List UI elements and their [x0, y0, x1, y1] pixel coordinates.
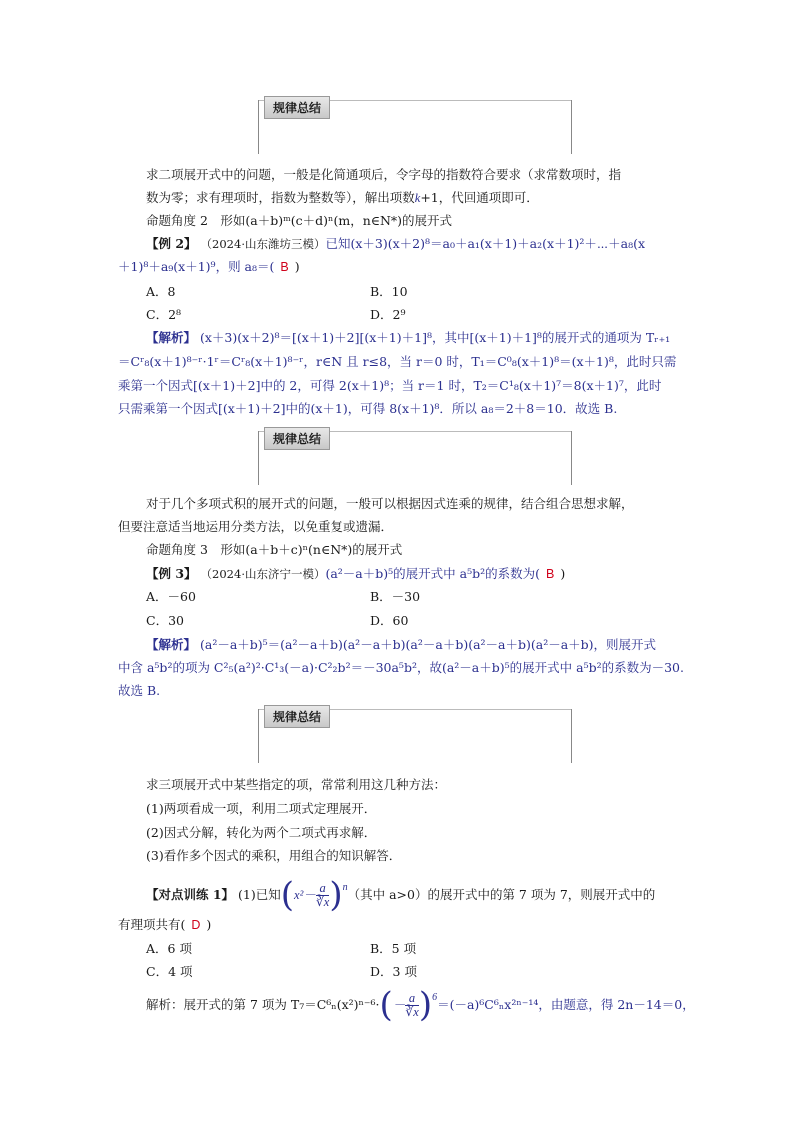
training-1-question-pre: (1)已知 [238, 887, 281, 902]
rule-summary-title: 规律总结 [264, 427, 330, 450]
example-2-label: 【例 2】 [146, 236, 197, 251]
example-2-source: （2024·山东潍坊三模） [200, 237, 326, 251]
solution-2-label: 【解析】 [146, 330, 197, 345]
rule-summary-box-2 [258, 431, 572, 485]
proposition-angle-2: 命题角度 2 形如(a＋b)ᵐ(c＋d)ⁿ(m，n∈N*)的展开式 [146, 213, 453, 228]
example-3-line-1 [146, 566, 565, 582]
fraction-numerator: a [405, 992, 419, 1006]
solution-2-line-2: ＝Cʳ₈(x＋1)⁸⁻ʳ·1ʳ＝Cʳ₈(x＋1)⁸⁻ʳ，r∈N 且 r≤8，当 r＝0 时，T₁＝C⁰₈(x＋1)⁸＝(x＋1)⁸，此时只需 [118, 354, 677, 369]
fraction-denominator: ∛x [315, 894, 330, 909]
solution-3-line-1 [146, 637, 656, 653]
training-1-answer: D [191, 918, 201, 932]
example-3-option-d: D．60 [370, 613, 409, 628]
example-3-answer: B [545, 567, 555, 581]
fraction [316, 882, 330, 909]
example-2-option-b: B．10 [370, 284, 408, 299]
training-1-option-b: B．5 项 [370, 941, 417, 956]
example-2-answer: B [280, 260, 289, 274]
training-1-option-d: D．3 项 [370, 964, 417, 979]
solution-2-line-1 [146, 330, 670, 346]
paren-close: ) [560, 566, 566, 581]
solution-2-line-3: 乘第一个因式[(x＋1)＋2]中的 2，可得 2(x＋1)⁸；当 r＝1 时，T₂＝C¹₈(x＋1)⁷＝8(x＋1)⁷，此时 [118, 378, 662, 393]
solution-2-line-4: 只需乘第一个因式[(x＋1)＋2]中的(x＋1)，可得 8(x＋1)⁸．所以 a₈＝2＋8＝10．故选 B. [118, 401, 618, 416]
example-3-option-b: B．－30 [370, 589, 421, 604]
example-2-option-d: D．2⁹ [370, 307, 406, 322]
summary-paragraph-3-line-1: 求三项展开式中某些指定的项，常常利用这几种方法： [146, 777, 447, 792]
training-solution-pre: 解析：展开式的第 7 项为 T₇＝C⁶ₙ(x²)ⁿ⁻⁶· [146, 997, 380, 1012]
fraction-numerator: a [316, 882, 330, 896]
example-3-label: 【例 3】 [146, 566, 197, 581]
summary-paragraph-2-line-2: 但要注意适当地运用分类方法，以免重复或遗漏． [118, 519, 394, 534]
summary-text-end: +1，代回通项即可． [420, 190, 539, 205]
right-paren-icon: ) [418, 985, 433, 1025]
example-3-source: （2024·山东济宁一模） [200, 567, 326, 581]
rule-summary-title: 规律总结 [264, 705, 330, 728]
example-2-line-2 [118, 259, 300, 275]
right-paren-icon: ) [329, 875, 343, 915]
proposition-angle-3: 命题角度 3 形如(a＋b＋c)ⁿ(n∈N*)的展开式 [146, 542, 403, 557]
solution-3-line-3: 故选 B. [118, 683, 161, 698]
example-3-option-a: A．－60 [146, 589, 196, 604]
training-solution-post: ＝(－a)⁶C⁶ₙx²ⁿ⁻¹⁴，由题意，得 2n－14＝0， [437, 997, 695, 1012]
example-2-question-cont: ＋1)⁸＋a₉(x＋1)⁹，则 a₈＝( [118, 259, 275, 274]
training-1-question-post: （其中 a>0）的展开式中的第 7 项为 7，则展开式中的 [347, 887, 656, 902]
minus-sign: － [392, 998, 406, 1012]
example-2-option-c: C．2⁸ [146, 307, 182, 322]
summary-text: 数为零；求有理项时，指数为整数等），解出项数 [146, 190, 415, 205]
rule-summary-box-1 [258, 100, 572, 154]
summary-paragraph-1-line-2 [146, 190, 539, 206]
exponent-6: 6 [432, 992, 438, 1003]
paren-close: ) [206, 917, 212, 932]
summary-paragraph-1-line-1: 求二项展开式中的问题，一般是化简通项后，令字母的指数符合要求（求常数项时，指 [146, 167, 622, 182]
example-3-option-c: C．30 [146, 613, 184, 628]
summary-paragraph-3-line-4: (3)看作多个因式的乘积，用组合的知识解答． [146, 848, 402, 863]
solution-2-text: (x＋3)(x＋2)⁸＝[(x＋1)＋2][(x＋1)＋1]⁸，其中[(x＋1)＋1]⁸的展开式的通项为 Tᵣ₊₁ [200, 330, 671, 345]
example-2-option-a: A．8 [146, 284, 176, 299]
training-1-line-2 [118, 917, 211, 933]
training-1-label: 【对点训练 1】 [146, 887, 235, 902]
paren-close: ) [294, 259, 300, 274]
fraction-denominator: ∛x [405, 1004, 419, 1019]
rule-summary-title: 规律总结 [264, 96, 330, 119]
training-1-option-a: A．6 项 [146, 941, 192, 956]
example-2-line-1 [146, 236, 645, 252]
fraction [405, 992, 419, 1019]
training-1-solution [146, 985, 695, 1026]
left-paren-icon: ( [379, 985, 393, 1025]
left-paren-icon: ( [280, 875, 295, 915]
example-2-question: 已知(x＋3)(x＋2)⁸＝a₀＋a₁(x＋1)＋a₂(x＋1)²＋⋯＋a₈(x [325, 236, 646, 251]
training-1-option-c: C．4 项 [146, 964, 193, 979]
training-1-line-1 [146, 875, 656, 916]
solution-3-line-2: 中含 a⁵b²的项为 C²₅(a²)²·C¹₃(－a)·C²₂b²＝－30a⁵b²，故(a²－a＋b)⁵的展开式中 a⁵b²的系数为－30. [118, 660, 684, 675]
example-3-question: (a²－a＋b)⁵的展开式中 a⁵b²的系数为( [325, 566, 540, 581]
math-expression: x²－ [294, 888, 316, 902]
exponent-n: n [342, 882, 348, 893]
math-k: k [414, 191, 421, 205]
training-1-question-cont: 有理项共有( [118, 917, 186, 932]
summary-paragraph-2-line-1: 对于几个多项式积的展开式的问题，一般可以根据因式连乘的规律，结合组合思想求解， [146, 496, 634, 511]
solution-3-text: (a²－a＋b)⁵＝(a²－a＋b)(a²－a＋b)(a²－a＋b)(a²－a＋b)(a²－a＋b)，则展开式 [200, 637, 657, 652]
rule-summary-box-3 [258, 709, 572, 763]
summary-paragraph-3-line-3: (2)因式分解，转化为两个二项式再求解． [146, 825, 377, 840]
solution-3-label: 【解析】 [146, 637, 197, 652]
summary-paragraph-3-line-2: (1)两项看成一项，利用二项式定理展开． [146, 801, 377, 816]
